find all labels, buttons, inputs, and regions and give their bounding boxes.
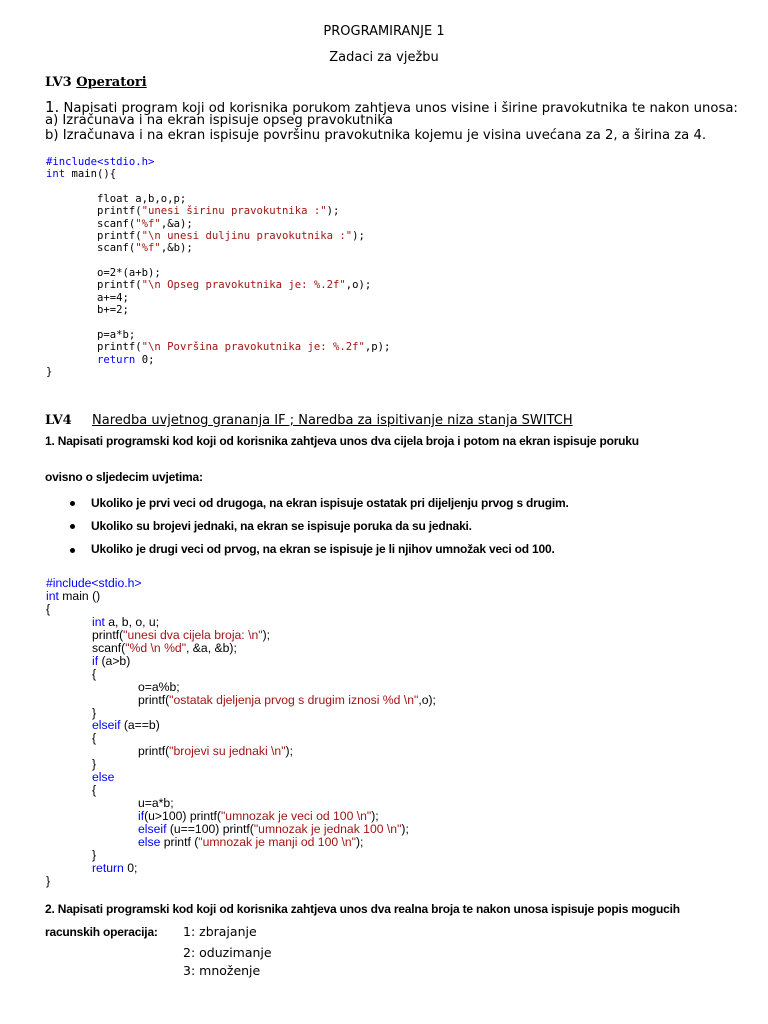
lv4-task1-line1: 1. Napisati programski kod koji od korisnika zahtjeva unos dva cijela broja i potom na ekran ispisuje poruku (45, 434, 639, 448)
code-text: ); (285, 744, 293, 759)
code-text: u=a*b; (46, 796, 174, 811)
code-text: } (46, 705, 97, 720)
code-line (46, 771, 436, 784)
code-text: ,o); (345, 279, 372, 292)
code-string: "\n unesi duljinu pravokutnika :" (141, 230, 353, 243)
code-string: "%d \n %d" (125, 640, 187, 655)
code-keyword: return (92, 860, 124, 875)
lv3-line-a: a) Izračunava i na ekran ispisuje opseg pravokutnika (45, 113, 393, 128)
condition-item-3: Ukoliko je drugi veci od prvog, na ekran se ispisuje je li njihov umnožak veci od 100. (91, 542, 555, 556)
code-string: "unesi dva cijela broja: \n" (123, 627, 263, 642)
code-text: printf( (46, 744, 170, 759)
lv3-line-b: b) Izračunava i na ekran ispisuje površinu pravokutnika kojemu je visina uvećana za 2, a širina za 4. (45, 128, 707, 143)
code-text: printf( (46, 341, 142, 354)
code-text: 0; (123, 860, 138, 875)
code-text: ,p); (364, 341, 391, 354)
page-subtitle: Zadaci za vježbu (329, 50, 439, 65)
code-text: scanf( (46, 217, 136, 230)
code-line (46, 694, 436, 707)
code-text: 0; (135, 353, 155, 366)
code-line (46, 719, 436, 732)
code-text: { (46, 731, 97, 746)
operation-item-1: 1: zbrajanje (183, 924, 257, 939)
bullet-dot (70, 548, 75, 553)
code-string: "%f" (135, 242, 161, 255)
code-line (46, 168, 390, 180)
code-keyword: #include<stdio.h> (46, 156, 155, 168)
code-line (46, 181, 390, 193)
code-text: ); (352, 230, 365, 243)
code-keyword: if (92, 653, 99, 668)
lv3-task-text: Napisati program koji od korisnika porukom zahtjeva unos visine i širine pravokutnika te nakon unosa: (59, 101, 738, 116)
code-text (46, 770, 92, 784)
code-line (46, 354, 390, 366)
operation-item-2: 2: oduzimanje (183, 945, 272, 960)
code-line (46, 366, 390, 378)
code-keyword: #include<stdio.h> (46, 576, 142, 590)
code-line (46, 875, 436, 888)
code-text: float a,b,o,p; (46, 193, 187, 206)
code-text: (a>b) (98, 653, 131, 668)
code-line (46, 745, 436, 758)
code-line (46, 590, 436, 603)
lv4-task1-line2: ovisno o sljedecim uvjetima: (45, 470, 203, 484)
code-text (46, 822, 138, 836)
lv4-heading (45, 413, 573, 428)
code-text: ); (326, 205, 340, 218)
code-text: ,&b); (160, 242, 193, 255)
code-text: ); (262, 627, 271, 642)
code-line (46, 230, 390, 242)
code-line (46, 255, 390, 267)
bullet-dot (70, 501, 75, 506)
code-text: printf( (46, 692, 170, 707)
code-text: printf( (46, 205, 142, 218)
code-line (46, 279, 390, 291)
condition-item-1: Ukoliko je prvi veci od drugoga, na ekran ispisuje ostatak pri dijeljenju prvog s drugim. (91, 496, 569, 510)
code-text: { (46, 666, 97, 681)
code-text: , &a, &b); (186, 640, 237, 655)
code-text: { (46, 601, 51, 616)
code-text (46, 809, 138, 823)
code-keyword: if (138, 809, 145, 824)
code-text: (a==b) (120, 718, 160, 733)
code-text (46, 861, 92, 875)
code-line (46, 304, 390, 316)
code-text: o=2*(a+b); (46, 267, 161, 280)
code-string: "umnozak je manji od 100 \n" (198, 835, 356, 850)
code-text (46, 718, 92, 732)
code-text: } (46, 365, 53, 378)
code-text: } (46, 757, 97, 772)
lv3-heading (45, 75, 147, 90)
code-text: ); (371, 809, 379, 824)
code-text: ,o); (418, 692, 436, 707)
code-line (46, 862, 436, 875)
code-text: main(){ (65, 168, 117, 181)
code-text: } (46, 848, 97, 863)
code-keyword: else (138, 835, 161, 850)
code-line (46, 341, 390, 353)
code-text: a+=4; (46, 291, 129, 304)
code-line (46, 205, 390, 217)
operation-item-3: 3: množenje (183, 963, 261, 978)
code-keyword: int (92, 614, 105, 629)
code-string: "brojevi su jednaki \n" (169, 744, 286, 759)
code-text: printf( (46, 279, 142, 292)
code-string: "unesi širinu pravokutnika :" (141, 205, 327, 218)
code-text: main () (58, 588, 101, 603)
condition-item-2: Ukoliko su brojevi jednaki, na ekran se ispisuje poruka da su jednaki. (91, 519, 472, 533)
code-line (46, 316, 390, 328)
code-text: printf ( (160, 835, 199, 850)
lv4-title: Naredba uvjetnog grananja IF ; Naredba za ispitivanje niza stanja SWITCH (92, 413, 573, 428)
code-text: printf( (46, 230, 142, 243)
code-text: ); (356, 835, 364, 850)
code-text (46, 354, 97, 366)
code-line (46, 577, 436, 590)
page-title: PROGRAMIRANJE 1 (323, 24, 445, 39)
code-keyword: return (97, 353, 136, 366)
code-line (46, 193, 390, 205)
code-line (46, 292, 390, 304)
code-text: o=a%b; (46, 679, 180, 694)
code-string: "umnozak je jednak 100 \n" (253, 822, 402, 837)
code-text: scanf( (46, 242, 136, 255)
code-text (46, 615, 92, 629)
code-line (46, 655, 436, 668)
code-text: scanf( (46, 640, 126, 655)
lv4-task2-line1: 2. Napisati programski kod koji od korisnika zahtjeva unos dva realna broja te nakon unosa ispisuje popis mogucih (45, 902, 680, 916)
code-line (46, 242, 390, 254)
lv4-label: LV4 (45, 413, 72, 428)
code-line (46, 836, 436, 849)
code-line (46, 156, 390, 168)
code-text (46, 654, 92, 668)
code-text: b+=2; (46, 304, 129, 317)
code-text: ); (401, 822, 409, 837)
lv3-label: LV3 (45, 75, 72, 90)
code-keyword: int (46, 588, 59, 603)
lv3-task-number: 1. (45, 98, 60, 116)
code-text: (u>100) printf( (144, 809, 221, 824)
lv4-task2-label: racunskih operacija: (45, 925, 158, 939)
lv3-code-block (46, 156, 390, 378)
code-text: } (46, 873, 51, 888)
code-keyword: else (92, 770, 115, 785)
code-line (46, 267, 390, 279)
code-text: { (46, 783, 97, 798)
code-text: ,&a); (160, 217, 193, 230)
code-text: a, b, o, u; (104, 614, 160, 629)
code-line (46, 329, 390, 341)
code-keyword: elseif (138, 822, 167, 837)
lv4-code-block (46, 577, 436, 888)
code-string: "ostatak djeljenja prvog s drugim iznosi %d \n" (169, 692, 419, 707)
code-string: "umnozak je veci od 100 \n" (220, 809, 372, 824)
lv3-title: Operatori (76, 75, 147, 90)
code-keyword: elseif (92, 718, 121, 733)
code-line (46, 218, 390, 230)
code-text: p=a*b; (46, 328, 136, 341)
code-keyword: int (46, 168, 66, 181)
code-text (46, 835, 138, 849)
code-string: "\n Opseg pravokutnika je: %.2f" (141, 279, 346, 292)
code-text: printf( (46, 627, 124, 642)
code-string: "\n Površina pravokutnika je: %.2f" (141, 341, 365, 354)
code-string: "%f" (135, 217, 161, 230)
code-text: (u==100) printf( (166, 822, 254, 837)
bullet-dot (70, 524, 75, 529)
